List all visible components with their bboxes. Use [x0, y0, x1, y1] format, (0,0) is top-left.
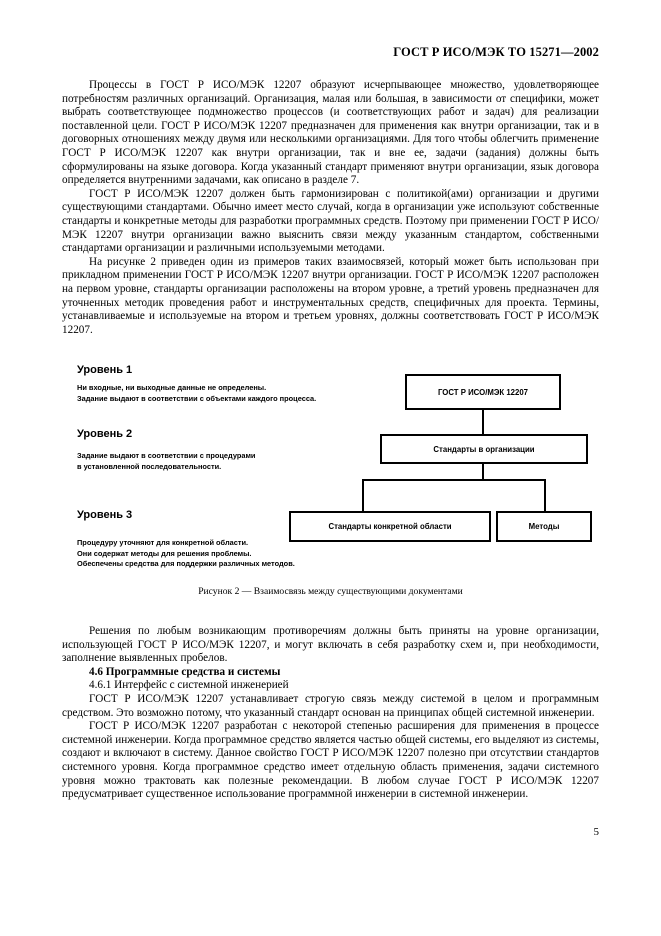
level-2-title: Уровень 2 — [77, 428, 133, 440]
intro-text — [62, 79, 599, 337]
box-org-standards: Стандарты в организации — [380, 434, 588, 464]
paragraph: ГОСТ Р ИСО/МЭК 12207 должен быть гармонизирован с политикой(ами) организации и другими существующими стандартами. Обычно имеет место случай, когда в организации уже используют собственные стандарты и конкретные методы для разработки программных средств. Поэтому при применении ГОСТ Р ИСО/МЭК 12207 внутри организации важно выяснить связи между указанным стандартом, собственными стандартами организации и различными используемыми методами. — [62, 187, 599, 255]
paragraph: Решения по любым возникающим противоречиям должны быть приняты на уровне организации, использующей ГОСТ Р ИСО/МЭК 12207, и могут включать в себя разработку схем и, при необходимости, заполнение выявленных пробелов. — [62, 625, 599, 665]
connector-line — [362, 479, 364, 512]
level-1-title: Уровень 1 — [77, 364, 133, 376]
connector-line — [544, 479, 546, 512]
level-3-line: Процедуру уточняют для конкретной области. — [77, 538, 249, 547]
level-2-line: Задание выдают в соответствии с процедурами — [77, 451, 256, 460]
figure-2-diagram — [62, 354, 599, 614]
paragraph: ГОСТ Р ИСО/МЭК 12207 устанавливает строгую связь между системой в целом и программным средством. Это возможно потому, что указанный стандарт основан на принципах общей системной инженерии. — [62, 692, 599, 719]
body-text — [62, 625, 599, 802]
page-number: 5 — [593, 826, 599, 838]
subsection-heading: 4.6.1 Интерфейс с системной инженерией — [89, 679, 289, 692]
paragraph: Процессы в ГОСТ Р ИСО/МЭК 12207 образуют исчерпывающее множество, удовлетворяющее потребностям различных организаций. Организация, малая или большая, в зависимости от специфики, может выбрать соответствующее подмножество процессов (и соответствующих работ и задач) для реализации поставленной цели. ГОСТ Р ИСО/МЭК 12207 предназначен для применения как внутри организации, так и в договорных отношениях между двумя или несколькими организациями. Для того чтобы облегчить применение ГОСТ Р ИСО/МЭК 12207 как внутри организации, так и вне ее, задачи (задания) должны быть сформулированы на языке договора. Когда указанный стандарт применяют внутри организации, язык договора определяется внутренними задачами, как описано в разделе 7. — [62, 79, 599, 187]
section-heading: 4.6 Программные средства и системы — [89, 665, 281, 678]
level-3-line: Они содержат методы для решения проблемы. — [77, 548, 252, 558]
level-3-description — [77, 538, 295, 570]
box-gost-12207: ГОСТ Р ИСО/МЭК 12207 — [405, 374, 561, 410]
level-1-line: Задание выдают в соответствии с объектами каждого процесса. — [77, 393, 317, 403]
paragraph: ГОСТ Р ИСО/МЭК 12207 разработан с некоторой степенью расширения для применения в процессе системной инженерии. Когда программное средство является частью общей системы, его выделяют из системы, создают и включают в систему. Данное свойство ГОСТ Р ИСО/МЭК 12207 полезно при отсутствии стандартов системного уровня. Когда программное средство имеет отдельную область применения, задачи системного уровня можно трактовать как полезные рекомендации. В любом случае ГОСТ Р ИСО/МЭК 12207 предусматривает существенное использование программной инженерии в системной инженерии. — [62, 720, 599, 801]
document-header: ГОСТ Р ИСО/МЭК ТО 15271—2002 — [393, 45, 599, 59]
paragraph: На рисунке 2 приведен один из примеров таких взаимосвязей, который может быть использован при прикладном применении ГОСТ Р ИСО/МЭК 12207 внутри организации. ГОСТ Р ИСО/МЭК 12207 расположен на первом уровне, стандарты организации расположены на втором уровне, а третий уровень предназначен для уточненных методик проведения работ и инструментальных средств, специфичных для проекта. Термины, устанавливаемые и используемые на втором и третьем уровнях, должны соответствовать ГОСТ Р ИСО/МЭК 12207. — [62, 255, 599, 336]
level-3-title: Уровень 3 — [77, 509, 133, 521]
level-3-line: Обеспечены средства для поддержки различных методов. — [77, 559, 295, 568]
connector-line — [482, 462, 484, 480]
level-1-line: Ни входные, ни выходные данные не определены. — [77, 383, 267, 392]
box-methods: Методы — [496, 511, 592, 542]
level-2-line: в установленной последовательности. — [77, 461, 222, 471]
level-2-description — [77, 451, 255, 472]
level-1-description — [77, 383, 316, 404]
box-domain-standards: Стандарты конкретной области — [289, 511, 491, 542]
figure-caption: Рисунок 2 — Взаимосвязь между существующими документами — [198, 586, 463, 597]
connector-line — [482, 409, 484, 436]
connector-line — [362, 479, 546, 481]
